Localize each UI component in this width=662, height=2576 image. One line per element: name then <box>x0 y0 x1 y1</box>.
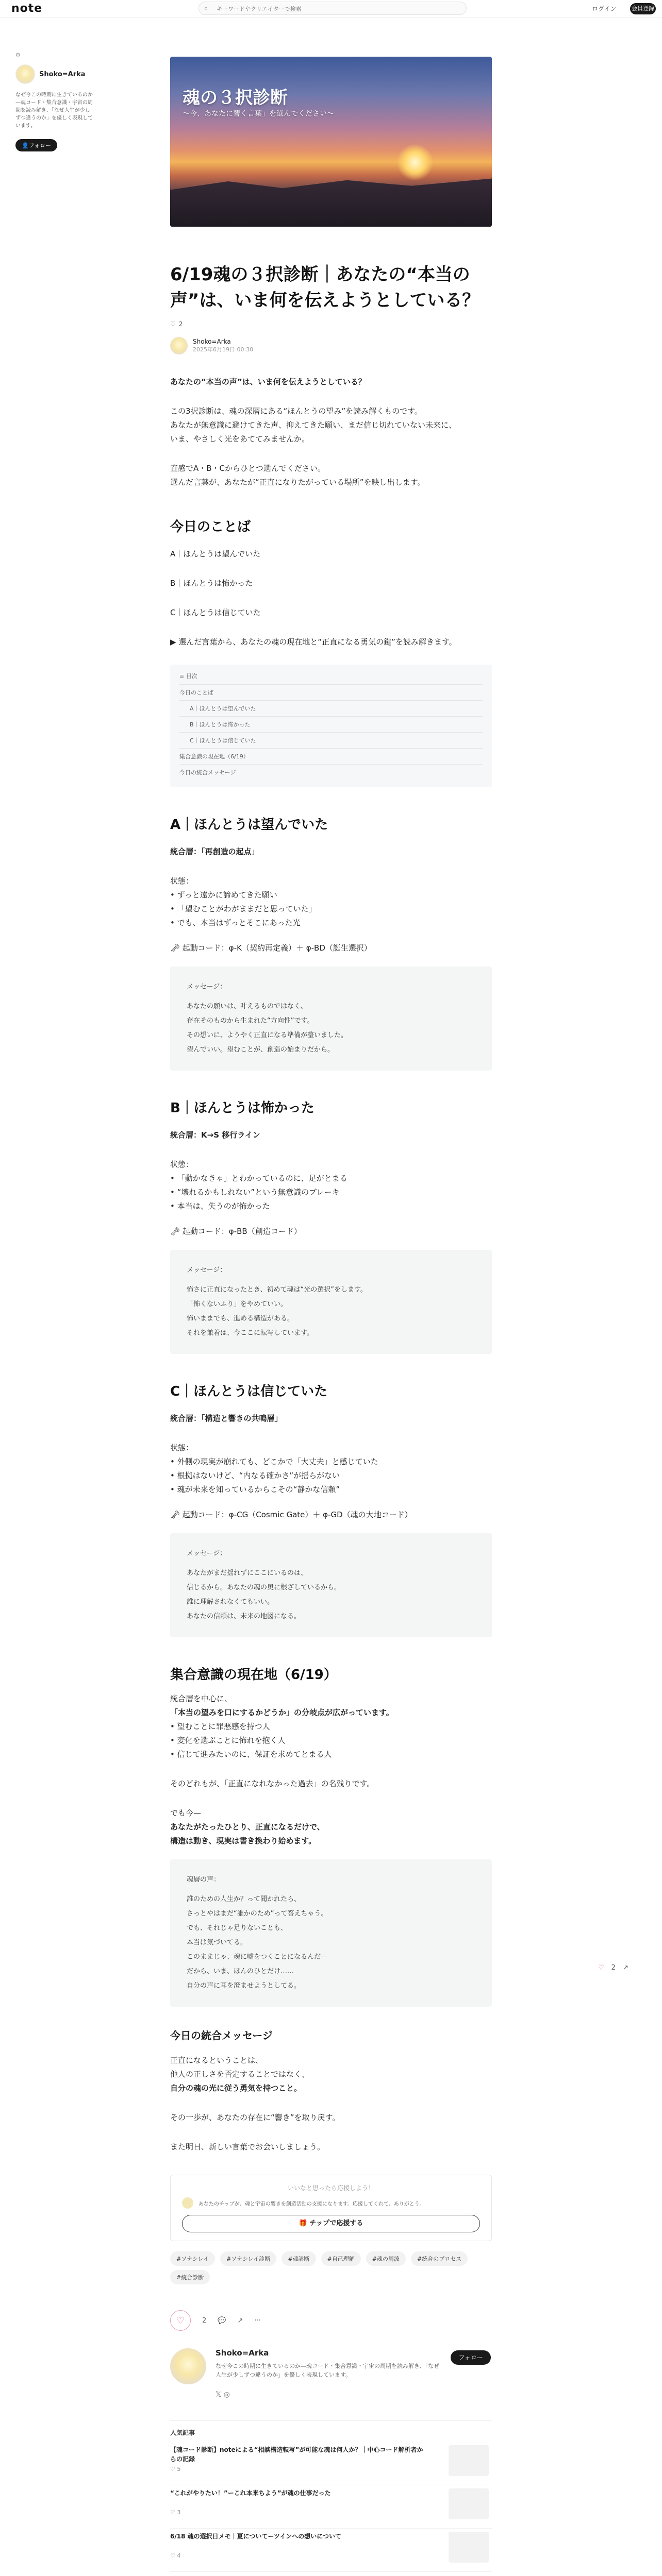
signup-button[interactable]: 会員登録 <box>630 3 656 14</box>
avatar[interactable] <box>170 2348 206 2384</box>
tag-list <box>170 2251 492 2284</box>
code-line: 統合層：「構造と響きの共鳴層」 <box>170 1414 283 1423</box>
body-line: 統合層を中心に、 <box>170 1694 233 1703</box>
tag[interactable]: #統合診断 <box>170 2270 210 2284</box>
body-line: でも今— <box>170 1808 202 1818</box>
list-item[interactable] <box>170 2529 492 2572</box>
more-icon[interactable]: ··· <box>254 2316 261 2325</box>
tip-button[interactable]: 🎁 チップで応援する <box>182 2215 480 2232</box>
login-link[interactable]: ログイン <box>592 5 617 12</box>
sidebar-bio: なぜ今この時期に生きているのか—魂コード・集合意識・宇宙の周期を読み解き、「なぜ人生が少しずつ違うのか」を優しく表現しています。 <box>15 92 93 129</box>
message-line: それを兼着は、今ここに転写しています。 <box>187 1329 313 1337</box>
comment-icon[interactable]: 💬 <box>218 2316 226 2325</box>
key-line: 🗝 起動コード：φ-BB（創造コード） <box>170 1227 302 1236</box>
body-line: そのどれもが、「正直になれなかった過去」の名残りです。 <box>170 1779 375 1788</box>
sidebar-follow-label: フォロー <box>28 142 52 149</box>
voice-line: さっとやはまだ“誰かのため”って答えちゃう。 <box>187 1910 328 1918</box>
thumbnail[interactable] <box>449 2532 489 2563</box>
list-item: • 根拠はないけど、“内なる確かさ”が揺らがない <box>170 1471 340 1480</box>
popular-title[interactable]: 6/18 魂の選択日メモ｜夏についてーツインへの想いについて <box>170 2533 342 2540</box>
section-heading: 集合意識の現在地（6/19） <box>170 1667 337 1683</box>
message-line: 誰に理解されなくてもいい。 <box>187 1598 274 1606</box>
tag[interactable]: #統合のプロセス <box>411 2251 468 2266</box>
sun-shape <box>397 144 433 180</box>
voice-line: このままじゃ、魂に嘘をつくことになるんだ— <box>187 1953 328 1961</box>
toc-item[interactable]: 集合意識の現在地（6/19） <box>179 748 483 764</box>
search-input[interactable] <box>217 4 459 13</box>
hero-title: 魂の３択診断 <box>183 88 288 108</box>
toc-item[interactable]: 今日のことば <box>179 684 483 700</box>
popular-head: 人気記事 <box>170 2429 195 2436</box>
avatar[interactable] <box>15 64 35 84</box>
body-line: 「本当の望みを口にするかどうか」の分岐点が広がっています。 <box>170 1708 394 1717</box>
list-item: • “壊れるかもしれない”という無意識のブレーキ <box>170 1188 340 1197</box>
toc-item[interactable]: 今日の統合メッセージ <box>179 764 483 780</box>
section-heading: B｜ほんとうは怖かった <box>170 1100 315 1116</box>
left-sidebar <box>15 52 93 151</box>
social-icons[interactable]: 𝕏 ◎ <box>216 2391 230 2399</box>
section-heading: C｜ほんとうは信じていた <box>170 1384 328 1399</box>
voice-line: 自分の声に耳を澄ませようとしてる。 <box>187 1982 301 1990</box>
list-item: • 信じて進みたいのに、保証を求めてとまる人 <box>170 1750 332 1759</box>
toc-head[interactable]: ≡ 目次 <box>179 673 197 680</box>
author-profile <box>170 2348 492 2415</box>
list-item: • 外側の現実が崩れても、どこかで「大丈夫」と感じていた <box>170 1457 378 1466</box>
float-like-count: 2 <box>611 1964 616 1972</box>
section-heading: 今日の統合メッセージ <box>170 2029 273 2042</box>
option-c: C｜ほんとうは信じていた <box>170 608 261 617</box>
support-text: あなたのチップが、魂と宇宙の響きを創造活動の支援になります。応援してくれて、ありがとう。 <box>198 2201 425 2207</box>
message-box <box>170 1533 492 1637</box>
heart-icon[interactable]: ♡ <box>170 320 176 328</box>
message-line: 存在そのものから生まれた“方向性”です。 <box>187 1017 314 1025</box>
sidebar-author[interactable] <box>15 64 93 84</box>
author-row <box>170 337 492 354</box>
note-logo[interactable]: note <box>11 2 43 15</box>
avatar <box>182 2197 193 2209</box>
message-line: あなたの信頼は、未来の地図になる。 <box>187 1613 301 1620</box>
body-line: また明日、新しい言葉でお会いしましょう。 <box>170 2142 325 2151</box>
tag[interactable]: #魂診断 <box>282 2251 316 2266</box>
popular-title[interactable]: 【魂コード診断】noteによる“相談構造転写”が可能な魂は何人か？｜中心コード解析者からの記録 <box>170 2446 423 2463</box>
voice-line: 誰のための人生か？って聞かれたら、 <box>187 1895 301 1903</box>
body-line: 構造は動き、現実は書き換わり始めます。 <box>170 1836 317 1845</box>
like-row <box>170 320 492 328</box>
toc-item[interactable]: A｜ほんとうは望んでいた <box>179 700 483 716</box>
message-line: 「怖くないふり」をやめていい。 <box>187 1300 288 1308</box>
section-heading: A｜ほんとうは望んでいた <box>170 817 328 833</box>
message-line: その想いに、ようやく正直になる準備が整いました。 <box>187 1031 348 1039</box>
message-head: メッセージ： <box>187 983 227 991</box>
message-line: 怖さに正直になったとき、初めて魂は“光の選択”をします。 <box>187 1286 367 1294</box>
list-item: • 「望むことがわがままだと思っていた」 <box>170 904 317 913</box>
popular-count: ♡ 5 <box>170 2466 181 2472</box>
message-head: メッセージ： <box>187 1266 227 1274</box>
list-item: • 変化を選ぶことに怖れを抱く人 <box>170 1736 286 1745</box>
intro-line: いま、やさしく光をあててみませんか。 <box>170 434 310 444</box>
voice-line: 本当は気づいてる。 <box>187 1939 247 1946</box>
message-line: あなたの願いは、叶えるものではなく、 <box>187 1003 307 1010</box>
sidebar-follow-button[interactable]: 👤フォロー <box>15 139 57 151</box>
author-name[interactable]: Shoko=Arka <box>193 338 231 345</box>
floating-actions <box>598 1964 628 1972</box>
profile-follow-button[interactable]: フォロー <box>451 2350 491 2365</box>
key-line: 🗝 起動コード：φ-K（契約再定義）＋ φ-BD（誕生選択） <box>170 943 372 953</box>
like-count: 2 <box>202 2316 207 2325</box>
popular-count: ♡ 4 <box>170 2552 181 2559</box>
intro-line: 直感でA・B・Cからひとつ選んでください。 <box>170 464 325 473</box>
body-line: その一歩が、あなたの存在に“響き”を取り戻す。 <box>170 2113 340 2122</box>
message-box <box>170 967 492 1071</box>
state-label: 状態： <box>170 1160 194 1169</box>
lead-text: あなたの“本当の声”は、いま何を伝えようとしている？ <box>170 377 366 386</box>
voice-head: 魂層の声： <box>187 1876 221 1884</box>
table-of-contents <box>170 665 492 787</box>
list-item: • 本当は、失うのが怖かった <box>170 1201 270 1211</box>
article-title: 6/19魂の３択診断｜あなたの“本当の声”は、いま何を伝えようとしている？ <box>170 264 480 311</box>
action-bar <box>170 2310 492 2331</box>
share-icon[interactable]: ↗ <box>237 2316 243 2325</box>
option-a: A｜ほんとうは望んでいた <box>170 549 261 558</box>
heart-icon[interactable]: ♡ <box>598 1964 604 1972</box>
state-label: 状態： <box>170 876 194 886</box>
section-heading: 今日のことば <box>170 519 251 535</box>
list-item: • 魂が未来を知っているからこその“静かな信頼” <box>170 1485 340 1494</box>
publish-date: 2025年6月19日 00:30 <box>193 346 254 353</box>
intro-line: 選んだ言葉が、あなたが“正直になりたがっている場所”を映し出します。 <box>170 478 425 487</box>
body-line: 自分の魂の光に従う勇気を持つこと。 <box>170 2083 302 2093</box>
option-b: B｜ほんとうは怖かった <box>170 579 253 588</box>
list-item: • ずっと遠かに諦めてきた願い <box>170 890 277 900</box>
top-header <box>0 0 662 18</box>
profile-bio: なぜ今この時期に生きているのか—魂コード・集合意識・宇宙の周期を読み解き、「なぜ人生が少しずつ違うのか」を優しく表現しています。 <box>216 2363 440 2378</box>
voice-line: でも、それじゃ足りないことも、 <box>187 1924 288 1932</box>
tag[interactable]: #ソナシレイ診断 <box>220 2251 276 2266</box>
toc-item[interactable]: C｜ほんとうは信じていた <box>179 732 483 748</box>
tag[interactable]: #ソナシレイ <box>170 2251 215 2266</box>
list-item: • 望むことに罪悪感を持つ人 <box>170 1722 270 1731</box>
popular-articles <box>170 2420 492 2576</box>
message-head: メッセージ： <box>187 1550 227 1557</box>
instruction-text: ▶ 選んだ言葉から、あなたの魂の現在地と“正直になる勇気の鍵”を読み解きます。 <box>170 637 457 647</box>
code-line: 統合層：「再創造の起点」 <box>170 847 259 856</box>
message-line: 信じるから。あなたの魂の奥に根ざしているから。 <box>187 1584 341 1591</box>
intro-line: あなたが無意識に避けてきた声、抑えてきた願い、まだ信じ切れていない未来に、 <box>170 420 457 430</box>
like-count: 2 <box>178 320 183 328</box>
sidebar-author-name[interactable]: Shoko=Arka <box>39 70 86 78</box>
list-item[interactable] <box>170 2442 492 2485</box>
share-icon[interactable]: ↗ <box>622 1964 628 1972</box>
heart-icon: ♡ <box>176 2315 185 2326</box>
key-line: 🗝 起動コード：φ-CG（Cosmic Gate）＋ φ-GD（魂の大地コード） <box>170 1510 412 1519</box>
message-line: あなたがまだ揺れずにここにいるのは、 <box>187 1569 308 1577</box>
profile-name[interactable]: Shoko=Arka <box>216 2348 269 2358</box>
message-box <box>170 1250 492 1354</box>
search-icon: ⌕ <box>204 5 208 12</box>
voice-line: だから、いま、ほんのひとだけ…… <box>187 1968 294 1975</box>
tag[interactable]: #自己理解 <box>321 2251 361 2266</box>
message-line: 望んでいい。望むことが、創造の始まりだから。 <box>187 1046 335 1054</box>
message-line: 怖いままでも、進める構造がある。 <box>187 1315 294 1323</box>
thumbnail[interactable] <box>449 2445 489 2476</box>
like-button[interactable] <box>170 2310 191 2331</box>
search-box[interactable] <box>198 2 467 15</box>
intro-line: この3択診断は、魂の深層にある“ほんとうの望み”を読み解くものです。 <box>170 406 422 416</box>
voice-box <box>170 1859 492 2007</box>
support-box <box>170 2175 492 2241</box>
state-label: 状態： <box>170 1443 194 1452</box>
toc-item[interactable]: B｜ほんとうは怖かった <box>179 716 483 732</box>
body-line: 正直になるということは、 <box>170 2056 263 2065</box>
list-item: • でも、本当はずっとそこにあった光 <box>170 918 301 927</box>
support-row <box>182 2197 480 2209</box>
popular-title[interactable]: “これがやりたい！”ーこれ本来ちよう”が魂の仕事だった <box>170 2489 331 2497</box>
popular-count: ♡ 3 <box>170 2509 181 2516</box>
hill-shape <box>170 170 492 227</box>
thumbnail[interactable] <box>449 2488 489 2519</box>
list-item[interactable] <box>170 2485 492 2529</box>
hero-image <box>170 57 492 227</box>
settings-icon[interactable]: ⚙ <box>15 52 21 58</box>
list-item: • 「動かなきゃ」とわかっているのに、足がとまる <box>170 1174 347 1183</box>
hero-subtitle: 〜今、あなたに響く言葉」を選んでください〜 <box>183 110 334 118</box>
body-line: 他人の正しさを否定することではなく、 <box>170 2070 309 2079</box>
code-line: 統合層：K→S 移行ライン <box>170 1130 260 1140</box>
tag[interactable]: #魂の周波 <box>366 2251 406 2266</box>
body-line: あなたがたったひとり、正直になるだけで、 <box>170 1822 325 1832</box>
article-main <box>170 57 492 2576</box>
support-head: いいなと思ったら応援しよう！ <box>287 2184 374 2192</box>
avatar[interactable] <box>170 337 188 354</box>
